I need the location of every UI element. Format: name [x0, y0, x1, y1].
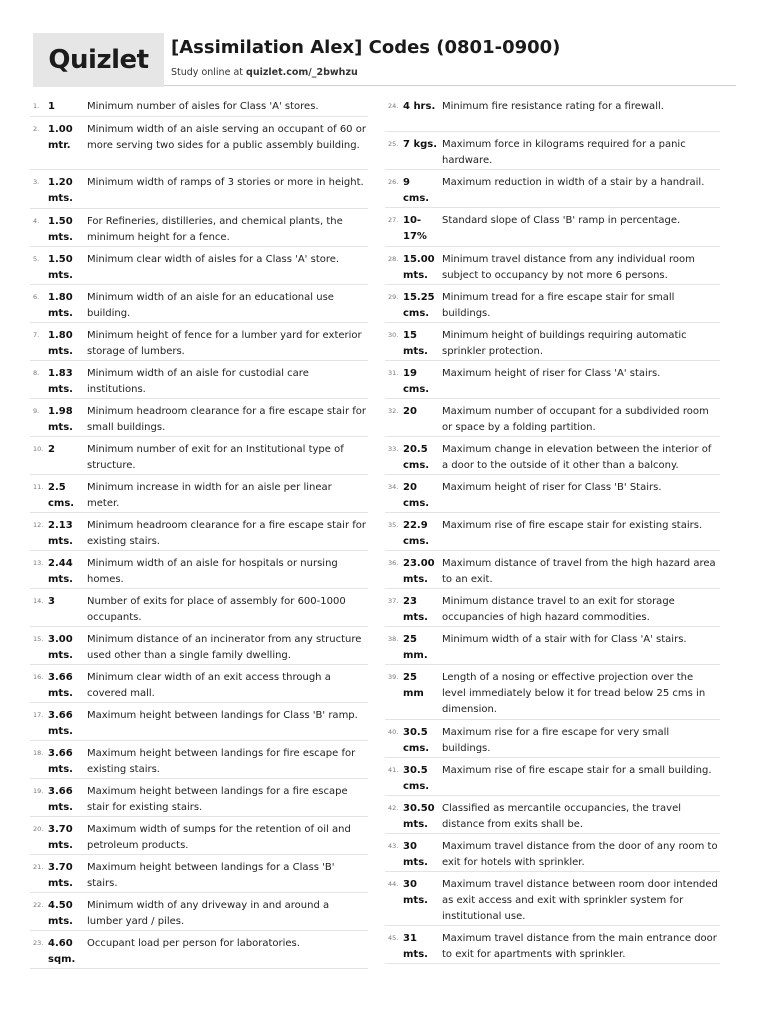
- item-number: 34.: [388, 483, 399, 491]
- item-number: 32.: [388, 407, 399, 415]
- item-definition: Maximum force in kilograms required for a panic hardware.: [442, 139, 686, 166]
- item-term: 20.5 cms.: [403, 444, 430, 471]
- flashcard-row: [385, 872, 720, 926]
- item-number: 21.: [33, 863, 44, 871]
- flashcard-row: [385, 551, 720, 589]
- logo-text: Quizlet: [48, 45, 149, 75]
- item-number: 36.: [388, 559, 399, 567]
- item-definition: Maximum distance of travel from the high hazard area to an exit.: [442, 558, 716, 585]
- study-link-line: [171, 67, 358, 78]
- item-definition: Maximum rise of fire escape stair for existing stairs.: [442, 520, 703, 531]
- item-number: 25.: [388, 140, 399, 148]
- item-term: 1.50 mts.: [48, 216, 73, 243]
- item-term: 4.60 sqm.: [48, 938, 76, 965]
- item-definition: Minimum distance travel to an exit for storage occupancies of high hazard commodities.: [442, 596, 675, 623]
- item-number: 22.: [33, 901, 44, 909]
- item-term: 10-17%: [403, 215, 427, 242]
- item-definition: Minimum fire resistance rating for a firewall.: [442, 101, 664, 112]
- item-definition: Minimum height of buildings requiring automatic sprinkler protection.: [442, 330, 687, 357]
- item-definition: Minimum number of aisles for Class 'A' stores.: [87, 101, 319, 112]
- item-definition: Maximum travel distance between room door intended as exit access and exit with sprinkler system for institutional use.: [442, 879, 718, 922]
- item-definition: Maximum width of sumps for the retention of oil and petroleum products.: [87, 824, 351, 851]
- item-definition: Minimum headroom clearance for a fire escape stair for existing stairs.: [87, 520, 366, 547]
- item-term: 22.9 cms.: [403, 520, 430, 547]
- item-term: 1: [48, 101, 55, 112]
- item-term: 1.50 mts.: [48, 254, 73, 281]
- item-definition: Maximum height between landings for a fire escape stair for existing stairs.: [87, 786, 348, 813]
- item-term: 3.66 mts.: [48, 672, 73, 699]
- item-term: 1.80 mts.: [48, 330, 73, 357]
- flashcard-row: [385, 399, 720, 437]
- flashcard-row: [385, 170, 720, 208]
- item-term: 19 cms.: [403, 368, 430, 395]
- item-definition: Minimum width of any driveway in and around a lumber yard / piles.: [87, 900, 330, 927]
- item-term: 4.50 mts.: [48, 900, 73, 927]
- flashcard-row: [385, 926, 720, 964]
- flashcard-row: [385, 361, 720, 399]
- flashcard-row: [30, 855, 368, 893]
- flashcard-row: [30, 741, 368, 779]
- item-definition: Maximum number of occupant for a subdivided room or space by a folding partition.: [442, 406, 709, 433]
- flashcard-row: [385, 796, 720, 834]
- flashcard-row: [30, 475, 368, 513]
- item-definition: Maximum rise of fire escape stair for a small building.: [442, 765, 712, 776]
- item-term: 7 kgs.: [403, 139, 437, 150]
- item-term: 30 mts.: [403, 879, 428, 906]
- flashcard-row: [30, 361, 368, 399]
- item-definition: Standard slope of Class 'B' ramp in percentage.: [442, 215, 681, 226]
- flashcard-row: [385, 475, 720, 513]
- item-term: 25 mm: [403, 672, 424, 699]
- item-definition: Maximum height between landings for fire escape for existing stairs.: [87, 748, 356, 775]
- item-term: 30.50 mts.: [403, 803, 435, 830]
- item-number: 31.: [388, 369, 399, 377]
- item-term: 9 cms.: [403, 177, 430, 204]
- item-definition: Minimum width of an aisle for custodial care institutions.: [87, 368, 309, 395]
- item-definition: Minimum number of exit for an Institutional type of structure.: [87, 444, 344, 471]
- item-number: 18.: [33, 749, 44, 757]
- flashcard-row: [385, 627, 720, 665]
- item-number: 23.: [33, 939, 44, 947]
- item-term: 1.80 mts.: [48, 292, 73, 319]
- item-term: 30.5 cms.: [403, 727, 430, 754]
- item-number: 44.: [388, 880, 399, 888]
- flashcard-row: [30, 247, 368, 285]
- item-definition: Maximum change in elevation between the interior of a door to the outside of it other than a balcony.: [442, 444, 712, 471]
- flashcard-row: [30, 170, 368, 209]
- item-number: 10.: [33, 445, 44, 453]
- item-term: 23 mts.: [403, 596, 428, 623]
- item-term: 2: [48, 444, 55, 455]
- flashcard-row: [385, 247, 720, 285]
- item-term: 15 mts.: [403, 330, 428, 357]
- item-definition: Minimum width of an aisle for an educational use building.: [87, 292, 334, 319]
- item-definition: Minimum travel distance from any individual room subject to occupancy by not more 6 persons.: [442, 254, 695, 281]
- item-number: 39.: [388, 673, 399, 681]
- flashcard-row: [385, 323, 720, 361]
- page-title: [Assimilation Alex] Codes (0801-0900): [171, 37, 561, 58]
- item-number: 4.: [33, 217, 40, 225]
- flashcard-row: [30, 627, 368, 665]
- item-definition: Minimum tread for a fire escape stair for small buildings.: [442, 292, 675, 319]
- flashcard-row: [385, 665, 720, 720]
- item-definition: Minimum height of fence for a lumber yard for exterior storage of lumbers.: [87, 330, 362, 357]
- item-definition: Minimum width of a stair with for Class 'A' stairs.: [442, 634, 687, 645]
- item-number: 30.: [388, 331, 399, 339]
- flashcard-row: [385, 208, 720, 247]
- flashcard-row: [385, 758, 720, 796]
- item-term: 15.25 cms.: [403, 292, 435, 319]
- flashcard-row: [30, 893, 368, 931]
- item-term: 31 mts.: [403, 933, 428, 960]
- page-header: [33, 33, 736, 87]
- flashcard-row: [385, 94, 720, 132]
- item-definition: Occupant load per person for laboratories.: [87, 938, 300, 949]
- flashcard-row: [385, 437, 720, 475]
- flashcard-row: [30, 117, 368, 170]
- item-definition: Minimum distance of an incinerator from any structure used other than a single family dwelling.: [87, 634, 362, 661]
- item-number: 29.: [388, 293, 399, 301]
- item-term: 3.70 mts.: [48, 862, 73, 889]
- item-definition: Minimum width of an aisle for hospitals or nursing homes.: [87, 558, 338, 585]
- item-term: 1.98 mts.: [48, 406, 73, 433]
- item-number: 12.: [33, 521, 44, 529]
- item-definition: Minimum headroom clearance for a fire escape stair for small buildings.: [87, 406, 366, 433]
- item-number: 6.: [33, 293, 40, 301]
- item-number: 1.: [33, 102, 40, 110]
- item-term: 3.00 mts.: [48, 634, 73, 661]
- item-term: 2.13 mts.: [48, 520, 73, 547]
- item-definition: Maximum reduction in width of a stair by a handrail.: [442, 177, 705, 188]
- study-prefix: Study online at: [171, 67, 247, 78]
- item-number: 27.: [388, 216, 399, 224]
- item-definition: Classified as mercantile occupancies, the travel distance from exits shall be.: [442, 803, 681, 830]
- flashcard-row: [385, 285, 720, 323]
- flashcard-row: [30, 513, 368, 551]
- item-number: 28.: [388, 255, 399, 263]
- item-number: 9.: [33, 407, 40, 415]
- item-term: 20: [403, 406, 417, 417]
- item-term: 1.20 mts.: [48, 177, 73, 204]
- flashcard-row: [385, 834, 720, 872]
- item-definition: Maximum height between landings for Class 'B' ramp.: [87, 710, 358, 721]
- item-number: 17.: [33, 711, 44, 719]
- item-term: 3: [48, 596, 55, 607]
- item-number: 16.: [33, 673, 44, 681]
- flashcard-row: [30, 323, 368, 361]
- item-term: 23.00 mts.: [403, 558, 435, 585]
- flashcard-row: [30, 817, 368, 855]
- flashcard-row: [385, 589, 720, 627]
- item-definition: Number of exits for place of assembly for 600-1000 occupants.: [87, 596, 346, 623]
- item-definition: Minimum width of ramps of 3 stories or more in height.: [87, 177, 364, 188]
- flashcard-row: [30, 399, 368, 437]
- item-term: 2.5 cms.: [48, 482, 75, 509]
- item-term: 3.70 mts.: [48, 824, 73, 851]
- item-definition: Minimum clear width of aisles for a Class 'A' store.: [87, 254, 340, 265]
- item-number: 35.: [388, 521, 399, 529]
- item-number: 11.: [33, 483, 44, 491]
- item-term: 20 cms.: [403, 482, 430, 509]
- flashcard-row: [30, 779, 368, 817]
- item-term: 1.83 mts.: [48, 368, 73, 395]
- item-number: 2.: [33, 125, 40, 133]
- header-divider: [164, 85, 736, 86]
- item-number: 33.: [388, 445, 399, 453]
- item-definition: Maximum rise for a fire escape for very small buildings.: [442, 727, 670, 754]
- item-number: 14.: [33, 597, 44, 605]
- item-number: 7.: [33, 331, 40, 339]
- flashcard-row: [385, 132, 720, 170]
- item-term: 4 hrs.: [403, 101, 436, 112]
- flashcard-row: [30, 94, 368, 117]
- item-number: 13.: [33, 559, 44, 567]
- item-number: 15.: [33, 635, 44, 643]
- item-number: 26.: [388, 178, 399, 186]
- item-number: 45.: [388, 934, 399, 942]
- item-number: 38.: [388, 635, 399, 643]
- flashcard-row: [30, 931, 368, 969]
- item-term: 2.44 mts.: [48, 558, 73, 585]
- item-number: 42.: [388, 804, 399, 812]
- item-term: 30.5 cms.: [403, 765, 430, 792]
- flashcard-row: [385, 720, 720, 758]
- item-definition: Maximum travel distance from the door of any room to exit for hotels with sprinkler.: [442, 841, 718, 868]
- item-number: 5.: [33, 255, 40, 263]
- item-term: 1.00 mtr.: [48, 124, 73, 151]
- study-url-link[interactable]: quizlet.com/_2bwhzu: [246, 67, 358, 78]
- item-definition: Maximum height between landings for a Class 'B' stairs.: [87, 862, 335, 889]
- flashcard-row: [30, 589, 368, 627]
- item-number: 20.: [33, 825, 44, 833]
- flashcard-row: [385, 513, 720, 551]
- item-term: 3.66 mts.: [48, 710, 73, 737]
- item-term: 3.66 mts.: [48, 786, 73, 813]
- item-number: 24.: [388, 102, 399, 110]
- item-number: 37.: [388, 597, 399, 605]
- quizlet-logo: [33, 33, 164, 87]
- item-number: 40.: [388, 728, 399, 736]
- flashcard-row: [30, 285, 368, 323]
- item-number: 43.: [388, 842, 399, 850]
- item-definition: Minimum clear width of an exit access through a covered mall.: [87, 672, 331, 699]
- flashcard-row: [30, 209, 368, 247]
- item-number: 41.: [388, 766, 399, 774]
- flashcard-row: [30, 551, 368, 589]
- item-number: 8.: [33, 369, 40, 377]
- flashcard-row: [30, 665, 368, 703]
- item-term: 30 mts.: [403, 841, 428, 868]
- item-definition: Maximum height of riser for Class 'A' stairs.: [442, 368, 661, 379]
- item-definition: Maximum travel distance from the main entrance door to exit for apartments with sprinkler.: [442, 933, 717, 960]
- item-definition: Maximum height of riser for Class 'B' Stairs.: [442, 482, 662, 493]
- item-term: 25 mm.: [403, 634, 428, 661]
- flashcard-row: [30, 703, 368, 741]
- item-term: 15.00 mts.: [403, 254, 435, 281]
- item-number: 19.: [33, 787, 44, 795]
- flashcard-row: [30, 437, 368, 475]
- item-definition: Minimum width of an aisle serving an occupant of 60 or more serving two sides for a public assembly building.: [87, 124, 366, 151]
- item-definition: For Refineries, distilleries, and chemical plants, the minimum height for a fence.: [87, 216, 343, 243]
- item-number: 3.: [33, 178, 40, 186]
- item-definition: Minimum increase in width for an aisle per linear meter.: [87, 482, 332, 509]
- item-term: 3.66 mts.: [48, 748, 73, 775]
- item-definition: Length of a nosing or effective projection over the level immediately below it for tread below 25 cms in dimension.: [442, 672, 706, 715]
